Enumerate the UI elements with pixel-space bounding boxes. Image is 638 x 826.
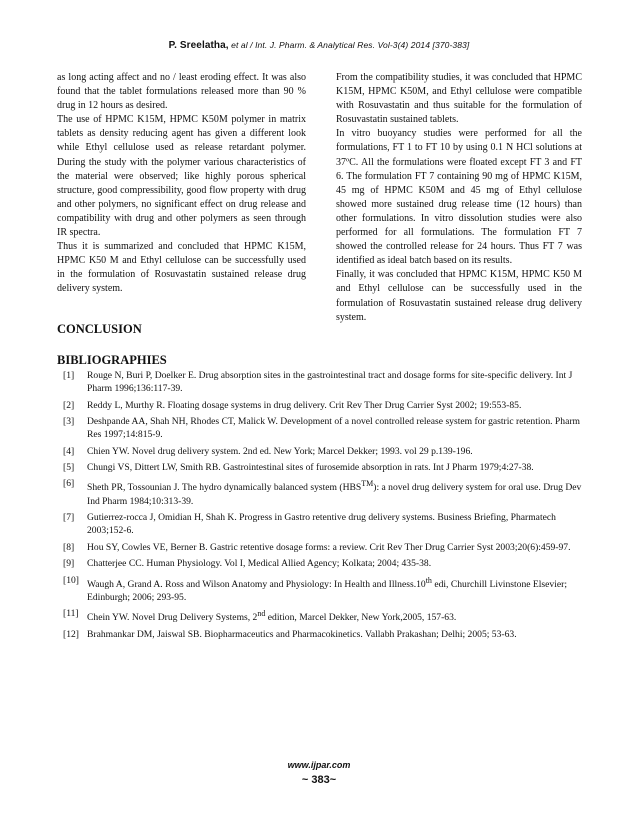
paragraph: Thus it is summarized and concluded that HPMC K15M, HPMC K50 M and Ethyl cellulose can be successfully used in the formulation of Rosuvastatin sustained release drug delivery system. — [57, 241, 306, 295]
header-journal: et al / Int. J. Pharm. & Analytical Res. Vol-3(4) 2014 [370-383] — [228, 40, 470, 50]
reference-item: [6] Sheth PR, Tossounian J. The hydro dynamically balanced system (HBS™): a novel drug delivery system for oral use. Drug Dev Ind Pharm 1984;10:313-39. — [63, 478, 582, 507]
bibliographies-heading: BIBLIOGRAPHIES — [57, 353, 167, 367]
paragraph: as long acting affect and no / least eroding effect. It was also found that the tablet formulations released more than 90 % drug in 12 hours as desired. — [57, 72, 306, 112]
footer-url[interactable]: www.ijpar.com — [287, 760, 351, 770]
paragraph: The use of HPMC K15M, HPMC K50M polymer in matrix tablets as density reducing agent has given a different look while Ethyl cellulose used as release retardant polymer. During the study with the polymer various characteristics of the material were observed; like highly porous spherical structure, good compressibility, good flow property with drug and other polymers, no significant effect on drug release and compatibility with drug and other polymers as seen through IR spectra. — [57, 114, 306, 239]
running-header — [0, 40, 638, 51]
header-author: P. Sreelatha, — [168, 40, 229, 51]
right-column — [336, 71, 582, 325]
paragraph: Finally, it was concluded that HPMC K15M, HPMC K50 M and Ethyl cellulose can be successfully used in the formulation of Rosuvastatin sustained release drug delivery system. — [336, 269, 582, 323]
reference-item: [3] Deshpande AA, Shah NH, Rhodes CT, Malick W. Development of a novel controlled release system for gastric retention. Pharm Res 1997;14:815-9. — [63, 415, 580, 441]
paragraph: From the compatibility studies, it was concluded that HPMC K15M, HPMC K50M, and Ethyl cellulose were compatible with Rosuvastatin and thus suitable for the formulation of Rosuvastatin sustained tablets. — [336, 72, 582, 126]
reference-list — [63, 369, 583, 644]
reference-item: [5] Chungi VS, Dittert LW, Smith RB. Gastrointestinal sites of furosemide absorption in rats. Int J Pharm 1979;4:27-38. — [63, 461, 534, 473]
reference-item: [11] Chein YW. Novel Drug Delivery Systems, 2nd edition, Marcel Dekker, New York,2005, 157-63. — [63, 608, 457, 624]
reference-item: [8] Hou SY, Cowles VE, Berner B. Gastric retentive dosage forms: a review. Crit Rev Ther Drug Carrier Syst 2003;20(6):459-97. — [63, 541, 571, 553]
conclusion-heading: CONCLUSION — [57, 322, 142, 336]
reference-item: [9] Chatterjee CC. Human Physiology. Vol I, Medical Allied Agency; Kolkata; 2004; 435-38. — [63, 558, 432, 570]
reference-item: [2] Reddy L, Murthy R. Floating dosage systems in drug delivery. Crit Rev Ther Drug Carrier Syst 2002; 19:553-85. — [63, 399, 522, 411]
left-column — [57, 71, 306, 297]
reference-item: [4] Chien YW. Novel drug delivery system. 2nd ed. New York; Marcel Dekker; 1993. vol 29 p.139-196. — [63, 445, 473, 457]
reference-item: [10] Waugh A, Grand A. Ross and Wilson Anatomy and Physiology: In Health and Illness.10th edi, Churchill Livinstone Elsevier; Edinburgh; 2006; 293-95. — [63, 574, 568, 603]
paragraph: In vitro buoyancy studies were performed for all the formulations, FT 1 to FT 10 by using 0.1 N HCl solutions at 37ºC. All the formulations were floated except FT 3 and FT 6. The formulation FT 7 containing 90 mg of HPMC K15M, 45 mg of HPMC K50M and 45 mg of Ethyl cellulose showed more sustained drug release time (12 hours) than other formulations. In vitro dissolution studies were also performed for all formulations. The formulation FT 7 showed the controlled release for 24 hours. Thus FT 7 was identified as ideal batch based on its results. — [336, 128, 582, 267]
reference-item: [12] Brahmankar DM, Jaiswal SB. Biopharmaceutics and Pharmacokinetics. Vallabh Prakashan; Delhi; 2005; 53-63. — [63, 628, 517, 640]
reference-item: [7] Gutierrez-rocca J, Omidian H, Shah K. Progress in Gastro retentive drug delivery systems. Business Briefing, Pharmatech 2003;152-6. — [63, 512, 556, 537]
page-number: ~ 383~ — [301, 774, 337, 786]
reference-item: [1] Rouge N, Buri P, Doelker E. Drug absorption sites in the gastrointestinal tract and dosage forms for site-specific delivery. Int J Pharm 1996;136:117-39. — [63, 370, 573, 395]
